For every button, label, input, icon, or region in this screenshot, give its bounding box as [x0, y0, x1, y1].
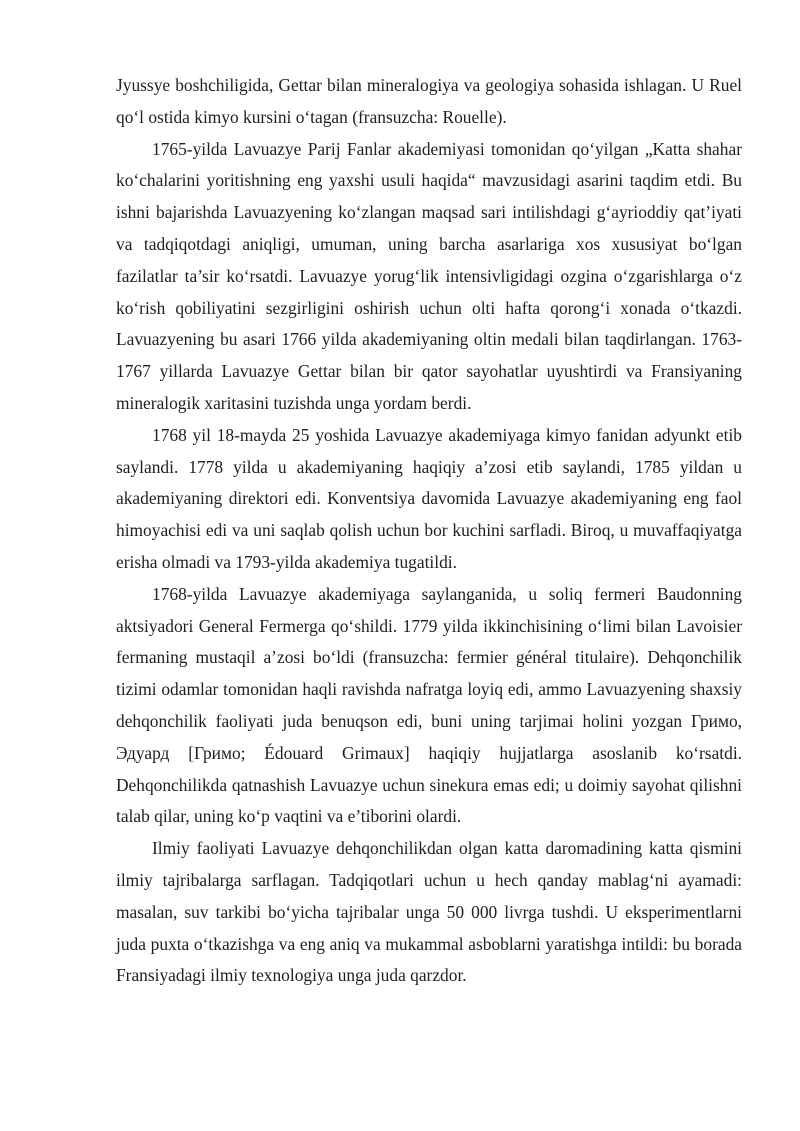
paragraph-continuation: Jyussye boshchiligida, Gettar bilan mineralogiya va geologiya sohasida ishlagan. U Ruel qo‘l ostida kimyo kursini o‘tagan (fransuzcha: Rouelle).: [116, 75, 742, 127]
paragraph-scientific-activity: Ilmiy faoliyati Lavuazye dehqonchilikdan olgan katta daromadining katta qismini ilmiy tajribalarga sarflagan. Tadqiqotlari uchun u hech qanday mablag‘ni ayamadi: masalan, suv tarkibi bo‘yicha tajribalar unga 50 000 livrga tushdi. U eksperimentlarni juda puxta o‘tkazishga va eng aniq va mukammal asboblarni yaratishga intildi: bu borada Fransiyadagi ilmiy texnologiya unga juda qarzdor.: [116, 838, 742, 986]
document-page: [116, 70, 742, 992]
paragraph-1768-academy-election: 1768 yil 18-mayda 25 yoshida Lavuazye akademiyaga kimyo fanidan adyunkt etib saylandi. 1778 yilda u akademiyaning haqiqiy a’zosi etib saylandi, 1785 yildan u akademiyaning direktori edi. Konventsiya davomida Lavuazye akademiyaning eng faol himoyachisi edi va uni saqlab qolish uchun bor kuchini sarfladi. Biroq, u muvaffaqiyatga erisha olmadi va 1793-yilda akademiya tugatildi.: [116, 424, 742, 572]
paragraph-1765-lighting-essay: 1765-yilda Lavuazye Parij Fanlar akademiyasi tomonidan qo‘yilgan „Katta shahar ko‘chalarini yoritishning eng yaxshi usuli haqida“ mavzusidagi asarini taqdim etdi. Bu ishni bajarishda Lavuazyening ko‘zlangan maqsad sari intilishdagi g‘ayrioddiy qat’iyati va tadqiqotdagi aniqligi, umuman, uning barcha asarlariga xos xususiyat bo‘lgan fazilatlar ta’sir ko‘rsatdi. Lavuazye yorug‘lik intensivligidagi ozgina o‘zgarishlarga o‘z ko‘rish qobiliyatini sezgirligini oshirish uchun olti hafta qorong‘i xonada o‘tkazdi. Lavuazyening bu asari 1766 yilda akademiyaning oltin medali bilan taqdirlangan. 1763-1767 yillarda Lavuazye Gettar bilan bir qator sayohatlar uyushtirdi va Fransiyaning mineralogik xaritasini tuzishda unga yordam berdi.: [116, 138, 742, 413]
paragraph-general-farm: 1768-yilda Lavuazye akademiyaga saylanganida, u soliq fermeri Baudonning aktsiyadori General Fermerga qo‘shildi. 1779 yilda ikkinchisining o‘limi bilan Lavoisier fermaning mustaqil a’zosi bo‘ldi (fransuzcha: fermier général titulaire). Dehqonchilik tizimi odamlar tomonidan haqli ravishda nafratga loyiq edi, ammo Lavuazyening shaxsiy dehqonchilik faoliyati juda benuqson edi, buni uning tarjimai holini yozgan Гримо, Эдуард [Гримо; Édouard Grimaux] haqiqiy hujjatlarga asoslanib ko‘rsatdi. Dehqonchilikda qatnashish Lavuazye uchun sinekura emas edi; u doimiy sayohat qilishni talab qilar, uning ko‘p vaqtini va e’tiborini olardi.: [116, 583, 742, 827]
